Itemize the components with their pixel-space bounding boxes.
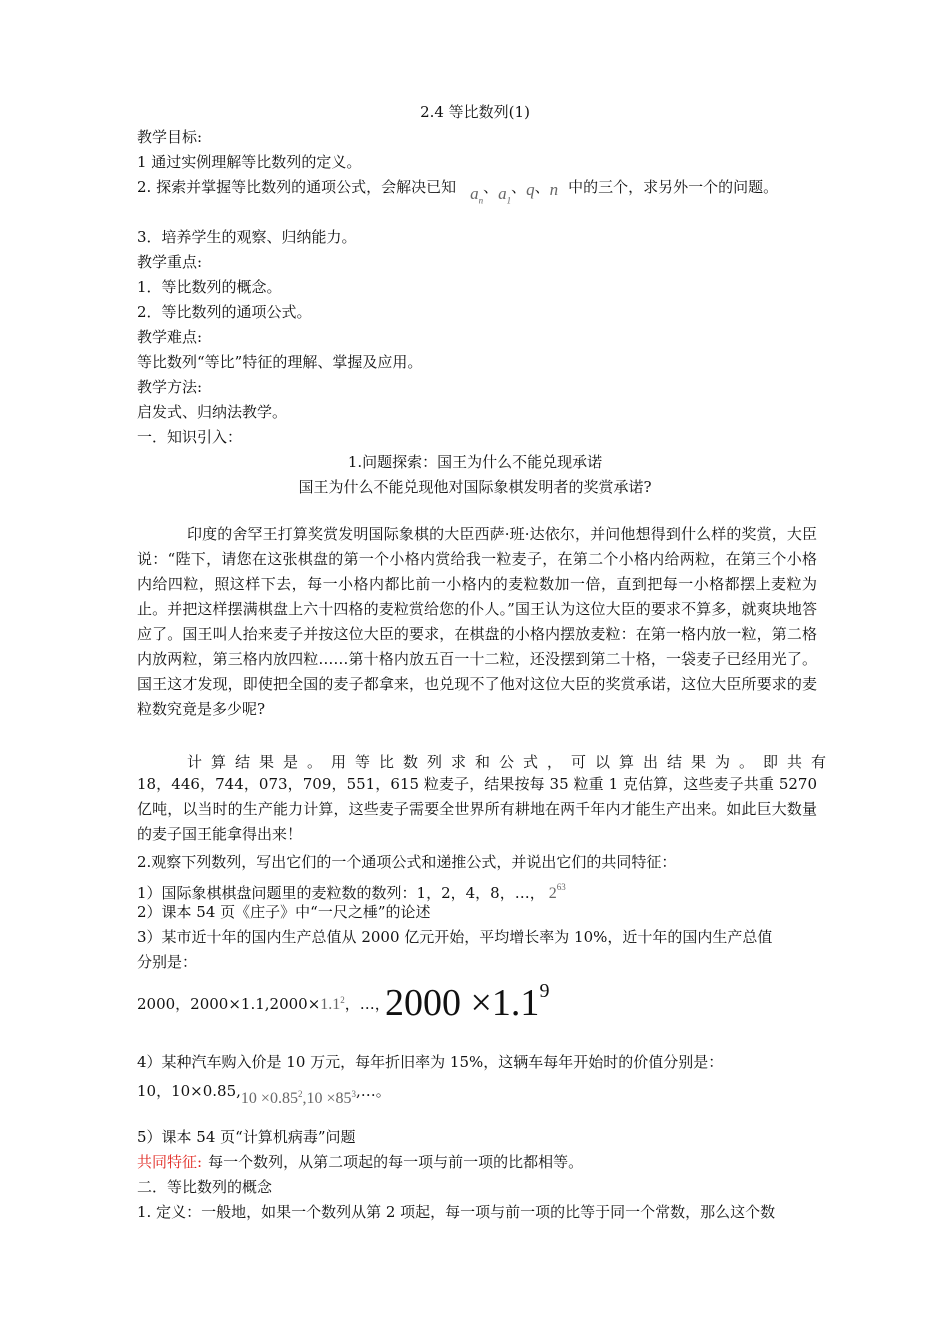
example-3-line-2: 分别是： (137, 953, 198, 971)
example-1-text: 1）国际象棋棋盘问题里的麦粒数的数列：1，2，4，8，…， (137, 884, 545, 902)
separator: 、 (534, 178, 550, 196)
objective-2 (137, 177, 779, 206)
objective-1: 1 通过实例理解等比数列的定义。 (137, 153, 362, 171)
example-4-seq-text: 10，10×0.85, (137, 1082, 241, 1100)
result-line-1: 计算结果是。用等比数列求和公式，可以算出结果为。即共有 (187, 753, 836, 771)
example-4-sequence: 10，$10\times 0.85,10 \times 0.85^2,10$ $\times 85^3,\dots$。 (137, 1082, 391, 1107)
var-an: $a_n$ (470, 184, 484, 206)
key-points-heading: 教学重点: (137, 253, 203, 271)
example-4-line-1: 4）某种汽车购入价是 10 万元，每年折旧率为 15%，这辆车每年开始时的价值分别是： (137, 1053, 724, 1071)
methods-heading: 教学方法: (137, 378, 203, 396)
problem-title: 1.问题探索：国王为什么不能兑现承诺 (347, 453, 603, 471)
key-point-2: 2．等比数列的通项公式。 (137, 303, 312, 321)
objectives-heading: 教学目标: (137, 128, 203, 146)
example-3-line-1: 3）某市近十年的国内生产总值从 2000 亿元开始，平均增长率为 10%，近十年的国内生产总值 (137, 928, 773, 946)
var-q: q (526, 180, 535, 199)
math-2-pow-63: $2^{63}$ (548, 882, 566, 902)
key-point-1: 1．等比数列的概念。 (137, 278, 282, 296)
story-paragraph: 印度的舍罕王打算奖赏发明国际象棋的大臣西萨·班·达依尔，并问他想得到什么样的奖赏，大臣说：“陛下，请您在这张棋盘的第一个小格内赏给我一粒麦子，在第二个小格内给两粒，在第三个小格内给四粒，照这样下去，每一小格内都比前一小格内的麦粒数加一倍，直到把每一小格都摆上麦粒为止。并把这样摆满棋盘上六十四格的麦粒赏给您的仆人。”国王认为这位大臣的要求不算多，就爽块地答应了。国王叫人抬来麦子并按这位大臣的要求，在棋盘的小格内摆放麦粒：在第一格内放一粒，第二格内放两粒，第三格内放四粒……第十格内放五百一十二粒，还没摆到第二十格，一袋麦子已经用光了。国王这才发现，即使把全国的麦子都拿来，也兑现不了他对这位大臣的奖赏承诺，这位大臣所要求的麦粒数究竟是多少呢? (137, 525, 817, 718)
definition-line: 1. 定义：一般地，如果一个数列从第 2 项起，每一项与前一项的比等于同一个常数，那么这个数 (137, 1203, 776, 1221)
difficulties-text: 等比数列“等比”特征的理解、掌握及应用。 (137, 353, 423, 371)
example-4-tail: ,…。 (355, 1082, 391, 1100)
common-feature (137, 1152, 583, 1172)
section2-heading: 二．等比数列的概念 (137, 1178, 273, 1196)
math-1-1-squared: $1.1^2$ (320, 995, 345, 1013)
var-a1: $a_1$ (498, 184, 512, 206)
example-5: 5）课本 54 页“计算机病毒”问题 (137, 1128, 356, 1146)
objective-2-text: 2. 探索并掌握等比数列的通项公式，会解决已知 (137, 178, 457, 196)
result-paragraph: 18，446，744，073，709，551，615 粒麦子，结果按每 35 粒重 1 克估算，这些麦子共重 5270 亿吨，以当时的生产能力计算，这些麦子需要全世界所有耕地在两千年内才能生产出来。如此巨大数量的麦子国王能拿得出来！ (137, 775, 817, 843)
separator: 、 (483, 178, 499, 196)
math-10-times-85-cube: $10 \times 85^3$ (306, 1089, 356, 1107)
methods-text: 启发式、归纳法教学。 (137, 403, 288, 421)
example-3-sequence (137, 990, 390, 1015)
objective-3: 3．培养学生的观察、归纳能力。 (137, 228, 357, 246)
example-1 (137, 877, 566, 904)
var-n: n (549, 180, 559, 199)
common-feature-text: 每一个数列，从第二项起的每一项与前一项的比都相等。 (208, 1153, 584, 1171)
separator: 、 (511, 178, 527, 196)
objective-2-tail: 中的三个，求另外一个的问题。 (568, 178, 779, 196)
difficulties-heading: 教学难点: (137, 328, 203, 346)
example-3-dots: ，…， (344, 995, 390, 1013)
common-feature-label: 共同特征: (137, 1153, 203, 1171)
example-2: 2）课本 54 页《庄子》中“一尺之棰”的论述 (137, 903, 431, 921)
math-2000-times-1-1-pow-9: $2000 \times 1.1^9$ (385, 980, 550, 1024)
section1-heading: 一．知识引入： (137, 428, 243, 446)
page-title: 2.4 等比数列(1) (420, 103, 530, 121)
observe-instruction: 2.观察下列数列，写出它们的一个通项公式和递推公式，并说出它们的共同特征： (137, 853, 677, 871)
problem-question: 国王为什么不能兑现他对国际象棋发明者的奖赏承诺? (298, 478, 652, 496)
example-3-seq-text: 2000，2000×1.1,2000× (137, 995, 321, 1013)
math-10-times-085-sq: $10 \times 0.85^2$ (240, 1089, 303, 1107)
